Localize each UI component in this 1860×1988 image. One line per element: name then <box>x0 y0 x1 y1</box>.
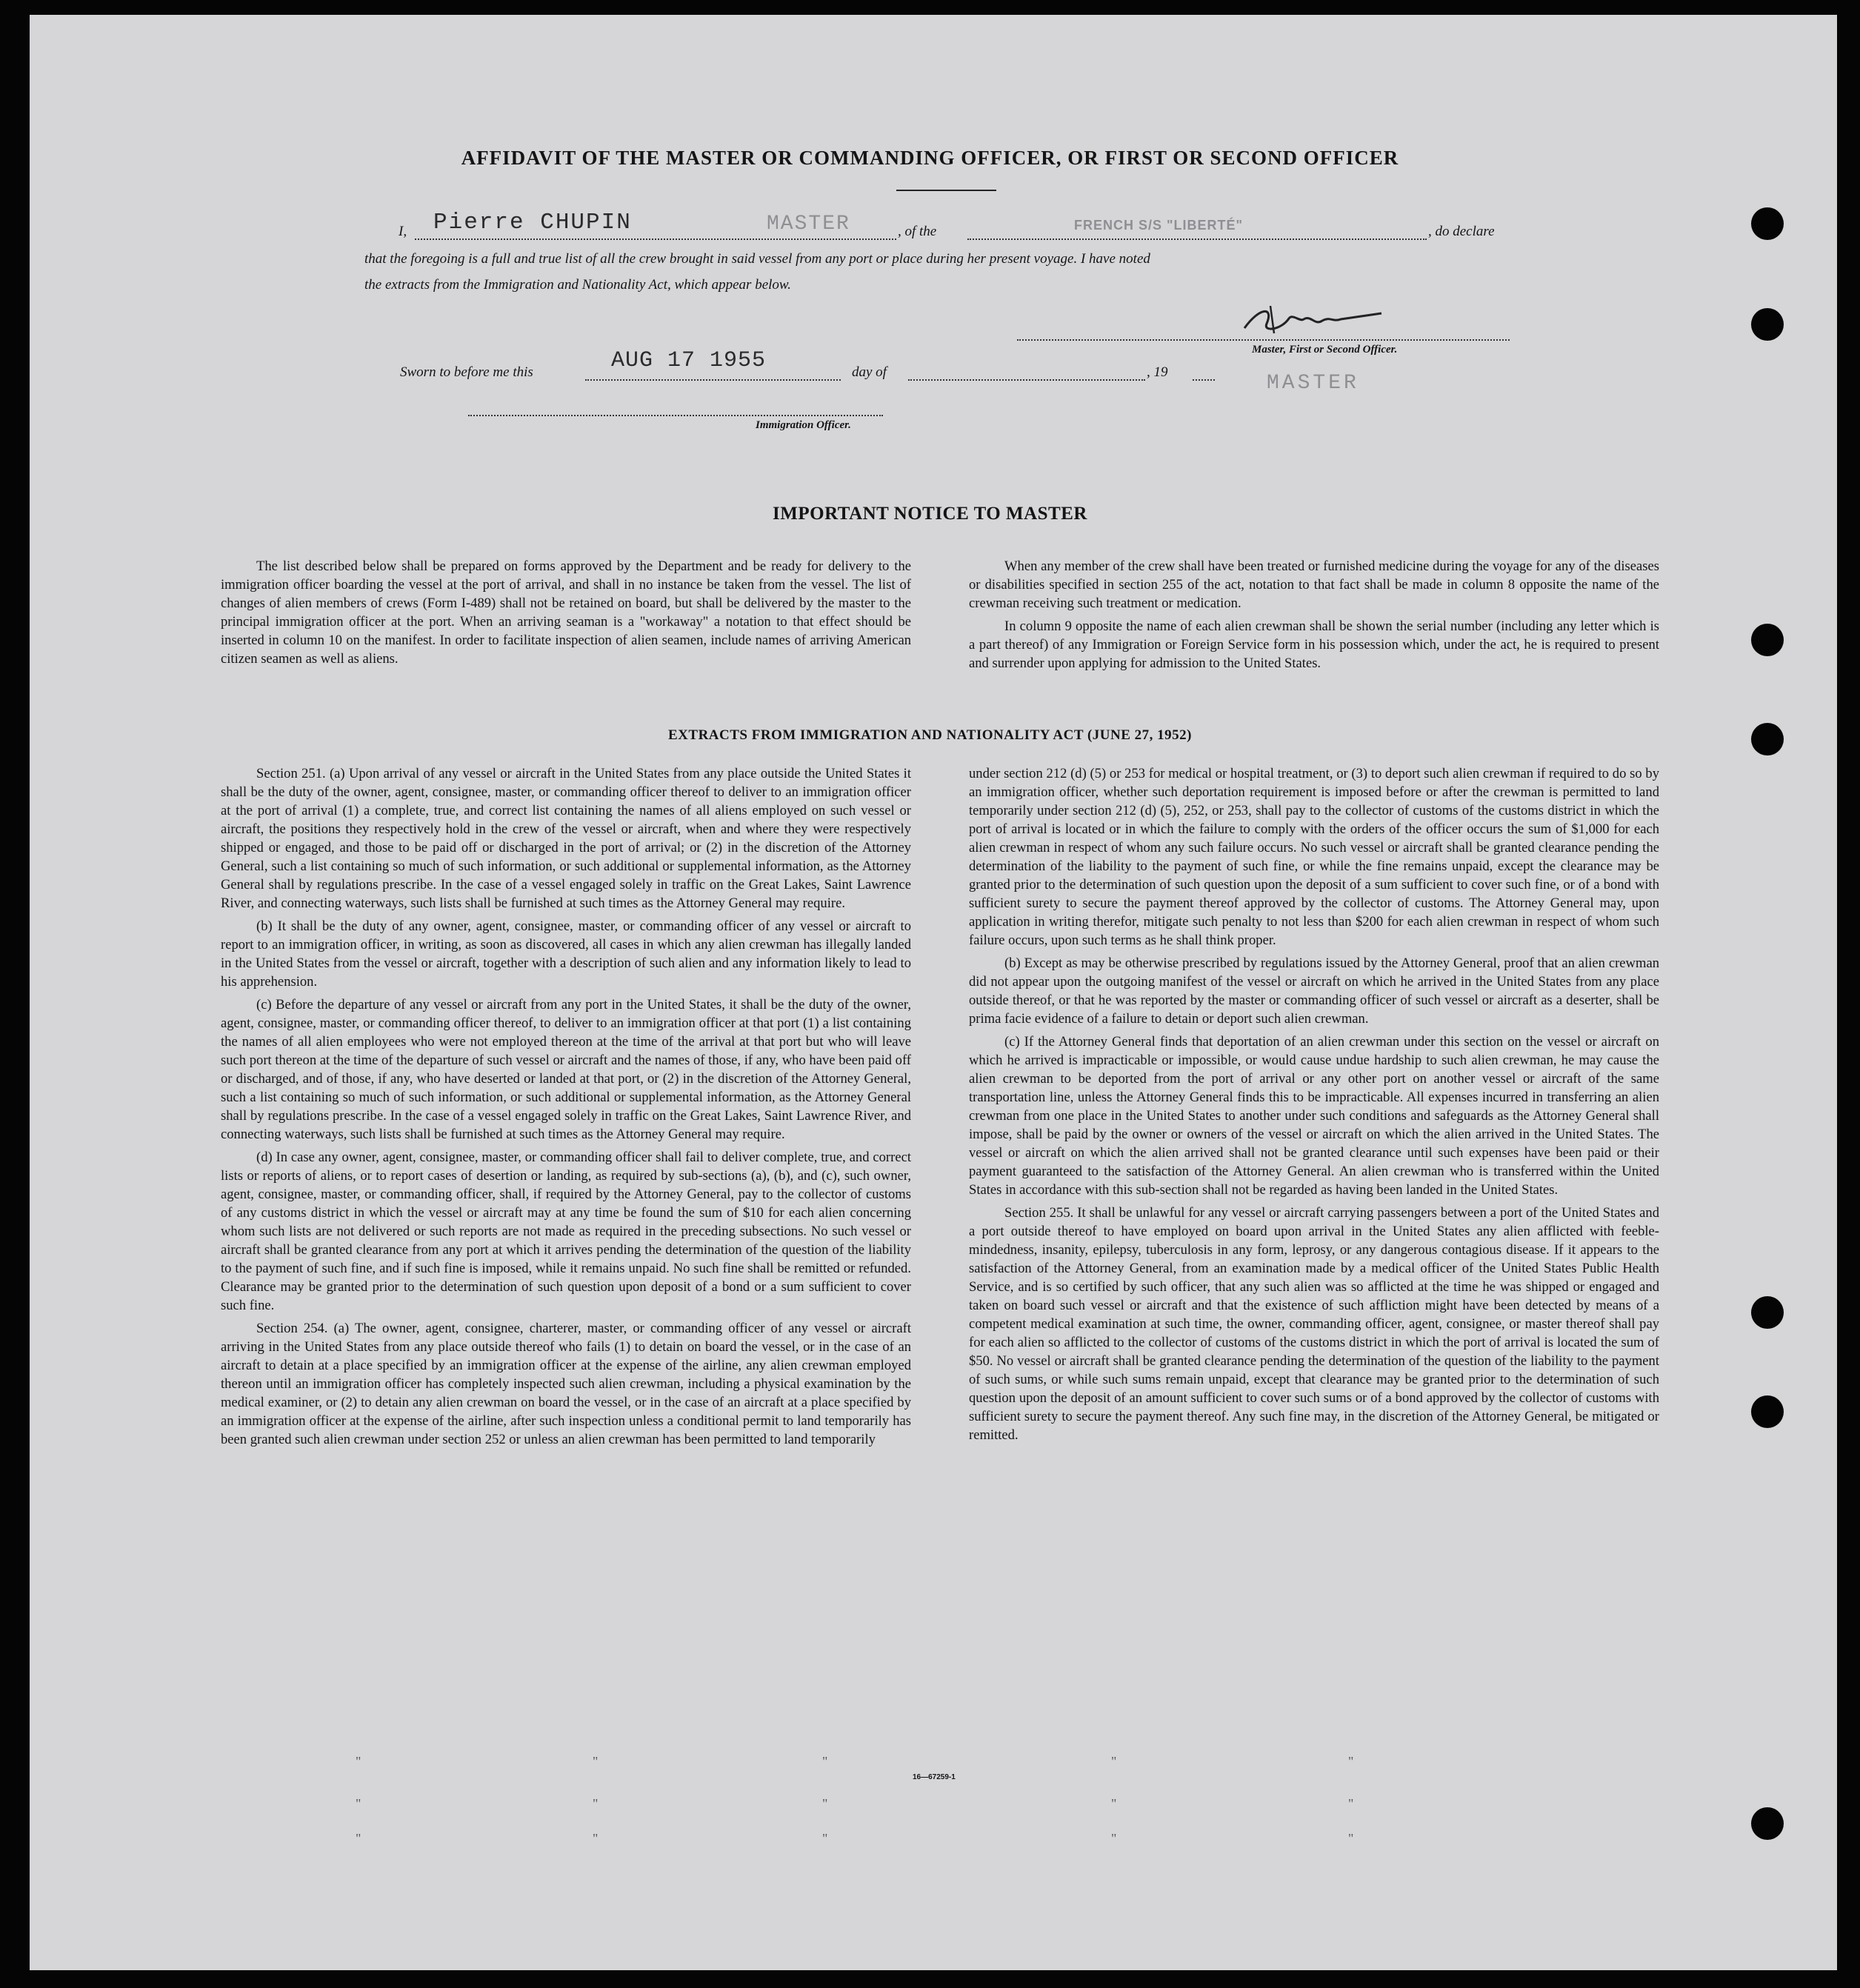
ditto-mark: " <box>1348 1754 1354 1769</box>
signature-line <box>1017 339 1510 341</box>
ditto-mark: " <box>822 1796 828 1811</box>
section-254-a: Section 254. (a) The owner, agent, consignee, charterer, master, or commanding officer of any vessel or aircraft arriving in the United States from any place outside thereof who fails (1) to detain on board the vessel, or in the case of an aircraft to detain at a place specified by an immigration officer at the expense of the airline, any alien crewman employed thereon until an immigration officer has completely inspected such alien crewman, including a physical examination by the medical examiner, or (2) to detain any alien crewman on board the vessel, or in the case of an aircraft at a place specified by an immigration officer at the expense of the airline, after such inspection unless a conditional permit to land temporarily has been granted such alien crewman under section 252 or unless an alien crewman has been permitted to land temporarily <box>221 1321 911 1447</box>
extracts-title: EXTRACTS FROM IMMIGRATION AND NATIONALITY ACT (JUNE 27, 1952) <box>668 727 1192 743</box>
year-prefix: , 19 <box>1147 364 1168 380</box>
section-254-a-cont: under section 212 (d) (5) or 253 for medical or hospital treatment, or (3) to deport such alien crewman if required to do so by an immigration officer, whether such deportation requirement is imposed before or after the crewman is permitted to land temporarily under section 212 (d) (5), 252, or 253, shall pay to the collector of customs of the customs district in which the port of arrival is located or in which the failure to comply with the orders of the officer occurs the sum of $1,000 for each alien crewman in respect of whom any such failure occurs. No such vessel or aircraft shall be granted clearance pending the determination of the liability to the payment of such fine, or while the fine remains unpaid, except the clearance may be granted prior to the determination of such question upon the deposit of a sum sufficient to cover such fine, or of a bond with sufficient surety to secure the payment thereof approved by the collector of customs. The Attorney General may, upon application in writing therefor, mitigate such penalty to not less than $200 for each alien crewman in respect of whom such failure occurs, upon such terms as he shall think proper. <box>969 766 1659 948</box>
ditto-mark: " <box>1111 1831 1117 1846</box>
form-number: 16—67259-1 <box>913 1773 956 1781</box>
signer-title: MASTER <box>1267 372 1359 395</box>
of-the-label: , of the <box>898 224 937 239</box>
binder-hole <box>1751 624 1784 656</box>
ditto-mark: " <box>822 1754 828 1769</box>
ditto-mark: " <box>356 1831 361 1846</box>
notice-right-text-2: In column 9 opposite the name of each alien crewman shall be shown the serial number (including any letter which is a part thereof) of any Immigration or Foreign Service form in his possession which, under the act, he is required to present and surrender upon applying for admission to the United States. <box>969 618 1659 671</box>
year-line <box>1193 379 1215 381</box>
section-251-c: (c) Before the departure of any vessel or aircraft from any port in the United States, it shall be the duty of the owner, agent, consignee, master, or commanding officer thereof, to deliver to an immigration officer at that port (1) a list containing the names of all alien employees who were not employed thereon at the time of the arrival at that port but who will leave such port thereon at the time of the departure of such vessel or aircraft and the names of those, if any, who have been paid off or discharged, and of those, if any, who have deserted or landed at that port, or (2) in the discretion of the Attorney General, such a list containing so much of such information, or such additional or supplemental information, as the Attorney General shall by regulations prescribe. In the case of a vessel engaged solely in traffic on the Great Lakes, Saint Lawrence River, and connecting waterways, such lists shall be furnished at such times as the Attorney General may require. <box>221 997 911 1142</box>
notice-right-column <box>969 557 1659 677</box>
binder-hole <box>1751 1807 1784 1840</box>
ditto-mark: " <box>1111 1754 1117 1769</box>
month-line <box>908 379 1145 381</box>
extracts-right-column <box>969 764 1659 1449</box>
binder-hole <box>1751 1296 1784 1329</box>
section-251-b: (b) It shall be the duty of any owner, agent, consignee, master, or commanding officer of any vessel or aircraft to report to an immigration officer, in writing, as soon as discovered, all cases in which any alien crewman has illegally landed in the United States from the vessel or aircraft, together with a description of such alien and any information likely to lead to his apprehension. <box>221 918 911 990</box>
ditto-mark: " <box>356 1754 361 1769</box>
declaration-text-2: the extracts from the Immigration and Nationality Act, which appear below. <box>364 277 791 293</box>
binder-hole <box>1751 207 1784 240</box>
notice-left-text: The list described below shall be prepared on forms approved by the Department and be ready for delivery to the immigration officer boarding the vessel at the port of arrival, and shall in no instance be taken from the vessel. The list of changes of alien members of crews (Form I-489) shall not be retained on board, but shall be delivered by the master to the principal immigration officer at the port. When an arriving seaman is a "workaway" a notation to that effect should be inserted in column 10 on the manifest. In order to facilitate inspection of alien seamen, include names of arriving American citizen seamen as well as aliens. <box>221 558 911 667</box>
officer-line <box>468 415 883 416</box>
i-label: I, <box>399 224 407 239</box>
sworn-date-line <box>585 379 841 381</box>
vessel-name: FRENCH S/S "LIBERTÉ" <box>1074 218 1244 233</box>
ditto-mark: " <box>593 1831 599 1846</box>
ditto-mark: " <box>822 1831 828 1846</box>
affidavit-title: AFFIDAVIT OF THE MASTER OR COMMANDING OFFICER, OR FIRST OR SECOND OFFICER <box>461 147 1399 169</box>
ditto-mark: " <box>1348 1796 1354 1811</box>
master-rank: MASTER <box>767 213 850 236</box>
binder-hole <box>1751 1395 1784 1428</box>
ditto-mark: " <box>593 1796 599 1811</box>
do-declare-label: , do declare <box>1428 224 1495 239</box>
vessel-line <box>967 239 1427 240</box>
section-251-a: Section 251. (a) Upon arrival of any vessel or aircraft in the United States from any place outside the United States it shall be the duty of the owner, agent, consignee, master, or commanding officer thereof to deliver to an immigration officer at the port of arrival (1) a complete, true, and correct list containing the names of all aliens employed on such vessel or aircraft, the positions they respectively hold in the crew of the vessel or aircraft, when and where they were respectively shipped or engaged, and those to be paid off or discharged in the port of arrival; or (2) in the discretion of the Attorney General, such a list containing so much of such information, or such additional or supplemental information, as the Attorney General shall by regulations prescribe. In the case of a vessel engaged solely in traffic on the Great Lakes, Saint Lawrence River, and connecting waterways, such lists shall be furnished at such times as the Attorney General may require. <box>221 766 911 911</box>
section-254-c: (c) If the Attorney General finds that deportation of an alien crewman under this section on the vessel or aircraft on which he arrived is impracticable or impossible, or would cause undue hardship to such alien crewman, he may cause the alien crewman to be deported from the port of arrival or any other port on another vessel or aircraft of the same transportation line, unless the Attorney General finds this to be impracticable. All expenses incurred in transferring an alien crewman from one place in the United States to another under such conditions and safeguards as the Attorney General shall impose, shall be paid by the owner or owners of the vessel or aircraft on which the alien arrived in the United States. The vessel or aircraft on which the alien arrived shall not be granted clearance until such expenses have been paid or their payment guaranteed to the satisfaction of the Attorney General. An alien crewman who is transferred within the United States in accordance with this sub-section shall not be regarded as having been landed in the United States. <box>969 1034 1659 1198</box>
declaration-text-1: that the foregoing is a full and true list of all the crew brought in said vessel from any port or place during her present voyage. I have noted <box>364 251 1150 267</box>
notice-left-column <box>221 557 911 673</box>
sworn-date: AUG 17 1955 <box>611 348 767 373</box>
title-rule <box>896 190 996 191</box>
ditto-mark: " <box>593 1754 599 1769</box>
notice-title: IMPORTANT NOTICE TO MASTER <box>773 504 1087 524</box>
ditto-mark: " <box>356 1796 361 1811</box>
ditto-mark: " <box>1348 1831 1354 1846</box>
section-255: Section 255. It shall be unlawful for any vessel or aircraft carrying passengers between a port of the United States and a port outside thereof to have employed on board upon arrival in the United States any alien afflicted with feeble-mindedness, insanity, epilepsy, tuberculosis in any form, leprosy, or any dangerous contagious disease. If it appears to the satisfaction of the Attorney General, from an examination made by a medical officer of the United States Public Health Service, and is so certified by such officer, that any such alien was so afflicted at the time he was shipped or engaged and taken on board such vessel or aircraft and that the existence of such affliction might have been detected by means of a competent medical examination at such time, the owner, commanding officer, agent, consignee, or master thereof shall pay for each alien so afflicted to the collector of customs of the customs district in which the port of arrival is located the sum of $50. No vessel or aircraft shall be granted clearance pending the determination of the question of the liability to the payment of such sums, or while such sums remain unpaid, except that clearance may be granted prior to the determination of such question upon the deposit of an amount sufficient to cover such sums or of a bond approved by the collector of customs with sufficient surety to secure the payment thereof. Any such fine may, in the discretion of the Attorney General, be mitigated or remitted. <box>969 1205 1659 1443</box>
notice-right-text-1: When any member of the crew shall have been treated or furnished medicine during the voyage for any of the diseases or disabilities specified in section 255 of the act, notation to that fact shall be made in column 8 opposite the name of the crewman receiving such treatment or medication. <box>969 558 1659 611</box>
section-251-d: (d) In case any owner, agent, consignee, master, or commanding officer shall fail to deliver complete, true, and correct lists or reports of aliens, or to report cases of desertion or landing, as required by sub-sections (a), (b), and (c), such owner, agent, consignee, master, or commanding officer, shall, if required by the Attorney General, pay to the collector of customs of any customs district in which the vessel or aircraft may at any time be found the sum of $10 for each alien concerning whom such lists are not delivered or such reports are not made as required in the preceding subsections. No such vessel or aircraft shall be granted clearance from any port at which it arrives pending the determination of the question of the liability to the payment of such fine, and if such fine is imposed, while it remains unpaid. No such fine shall be remitted or refunded. Clearance may be granted prior to the determination of such question upon deposit of a bond or a sum sufficient to cover such fine. <box>221 1150 911 1313</box>
name-line <box>415 239 896 240</box>
ditto-mark: " <box>1111 1796 1117 1811</box>
officer-caption: Immigration Officer. <box>756 419 851 431</box>
day-of-label: day of <box>852 364 887 380</box>
extracts-left-column <box>221 764 911 1453</box>
master-name: Pierre CHUPIN <box>433 210 632 236</box>
master-signature <box>1230 300 1400 344</box>
section-254-b: (b) Except as may be otherwise prescribed by regulations issued by the Attorney General, proof that an alien crewman did not appear upon the outgoing manifest of the vessel or aircraft on which he arrived in the United States from any place outside thereof, or that he was reported by the master or commanding officer of such vessel or aircraft as a deserter, shall be prima facie evidence of a failure to detain or deport such alien crewman. <box>969 955 1659 1027</box>
binder-hole <box>1751 308 1784 341</box>
sworn-label: Sworn to before me this <box>400 364 533 380</box>
signature-caption: Master, First or Second Officer. <box>1252 344 1398 356</box>
